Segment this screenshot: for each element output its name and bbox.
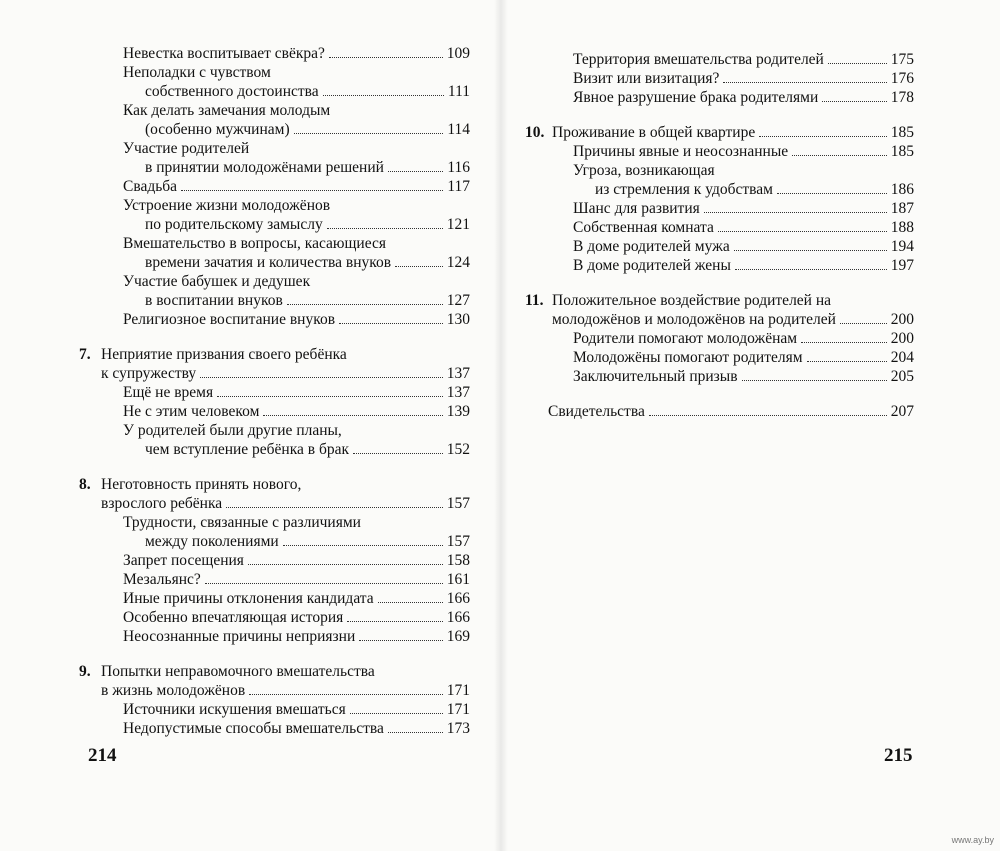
toc-entry[interactable]: [500, 256, 1000, 275]
toc-entry[interactable]: [500, 161, 1000, 199]
entry-title: Визит или визитация?: [573, 70, 720, 87]
entry-title: Явное разрушение брака родителями: [573, 89, 819, 106]
dot-leader: [181, 190, 443, 191]
toc-chapter[interactable]: [500, 291, 1000, 329]
dot-leader: [828, 63, 887, 64]
entry-title: Свидетельства: [548, 403, 645, 420]
toc-entry[interactable]: [0, 310, 500, 329]
section-gap: [500, 275, 1000, 291]
toc-entry[interactable]: [500, 367, 1000, 386]
entry-title: молодожёнов и молодожёнов на родителей: [552, 311, 836, 328]
entry-title: Проживание в общей квартире: [552, 124, 756, 141]
entry-title: к супружеству: [101, 365, 197, 382]
entry-page-number: 175: [890, 51, 914, 68]
entry-title: Неосознанные причины неприязни: [123, 628, 356, 645]
toc-entry[interactable]: [0, 101, 500, 139]
entry-title-line: Угроза, возникающая: [573, 162, 715, 179]
toc-entry[interactable]: [0, 589, 500, 608]
dot-leader: [759, 136, 887, 137]
dot-leader: [249, 694, 443, 695]
page-number-right: 215: [884, 745, 913, 766]
chapter-number: 9.: [79, 663, 91, 680]
toc-entry[interactable]: [0, 700, 500, 719]
entry-title-line: Как делать замечания молодым: [123, 102, 331, 119]
entry-title: Особенно впечатляющая история: [123, 609, 344, 626]
entry-page-number: 161: [446, 571, 470, 588]
entry-page-number: 207: [890, 403, 914, 420]
entry-title-line: Устроение жизни молодожёнов: [123, 197, 331, 214]
entry-page-number: 169: [446, 628, 470, 645]
entry-title-line: Участие бабушек и дедушек: [123, 273, 311, 290]
dot-leader: [718, 231, 887, 232]
entry-page-number: 186: [890, 181, 914, 198]
toc-entry[interactable]: [0, 63, 500, 101]
dot-leader: [327, 228, 443, 229]
entry-title-line: Неприятие призвания своего ребёнка: [101, 346, 347, 363]
entry-page-number: 204: [890, 349, 914, 366]
dot-leader: [777, 193, 887, 194]
toc-chapter[interactable]: [0, 475, 500, 513]
dot-leader: [287, 304, 443, 305]
dot-leader: [840, 323, 887, 324]
entry-title-line: Вмешательство в вопросы, касающиеся: [123, 235, 386, 252]
dot-leader: [388, 171, 443, 172]
entry-title: Родители помогают молодожёнам: [573, 330, 798, 347]
toc-entry[interactable]: [0, 196, 500, 234]
section-gap: [0, 646, 500, 662]
toc-entry[interactable]: [0, 272, 500, 310]
entry-title: Ещё не время: [123, 384, 214, 401]
dot-leader: [792, 155, 887, 156]
dot-leader: [359, 640, 442, 641]
toc-entry[interactable]: [500, 218, 1000, 237]
toc-entry[interactable]: [500, 88, 1000, 107]
chapter-number: 10.: [525, 124, 545, 141]
dot-leader: [339, 323, 443, 324]
entry-title: в воспитании внуков: [145, 292, 283, 309]
entry-title: В доме родителей мужа: [573, 238, 730, 255]
dot-leader: [735, 269, 887, 270]
entry-page-number: 173: [446, 720, 470, 737]
toc-entry[interactable]: [500, 237, 1000, 256]
entry-page-number: 111: [447, 83, 470, 100]
entry-page-number: 137: [446, 365, 470, 382]
dot-leader: [329, 57, 443, 58]
dot-leader: [742, 380, 887, 381]
entry-page-number: 166: [446, 609, 470, 626]
table-of-contents-left: [0, 44, 500, 738]
entry-title: Шанс для развития: [573, 200, 700, 217]
entry-page-number: 200: [890, 311, 914, 328]
dot-leader: [248, 564, 443, 565]
dot-leader: [723, 82, 886, 83]
entry-title: Свадьба: [123, 178, 178, 195]
entry-page-number: 187: [890, 200, 914, 217]
table-of-contents-right: [500, 50, 1000, 421]
entry-page-number: 188: [890, 219, 914, 236]
chapter-number: 8.: [79, 476, 91, 493]
dot-leader: [283, 545, 443, 546]
toc-entry[interactable]: [0, 421, 500, 459]
section-gap: [0, 329, 500, 345]
entry-title: в жизнь молодожёнов: [101, 682, 246, 699]
entry-title: Недопустимые способы вмешательства: [123, 720, 384, 737]
entry-page-number: 130: [446, 311, 470, 328]
entry-page-number: 185: [890, 124, 914, 141]
entry-page-number: 124: [446, 254, 470, 271]
entry-title: Запрет посещения: [123, 552, 244, 569]
entry-page-number: 185: [890, 143, 914, 160]
entry-page-number: 197: [890, 257, 914, 274]
entry-page-number: 178: [890, 89, 914, 106]
toc-entry[interactable]: [0, 551, 500, 570]
dot-leader: [649, 415, 887, 416]
entry-title: по родительскому замыслу: [145, 216, 323, 233]
entry-title: Источники искушения вмешаться: [123, 701, 346, 718]
entry-title: Не с этим человеком: [123, 403, 260, 420]
dot-leader: [226, 507, 443, 508]
entry-title: в принятии молодожёнами решений: [145, 159, 384, 176]
entry-page-number: 137: [446, 384, 470, 401]
dot-leader: [205, 583, 443, 584]
entry-page-number: 116: [447, 159, 470, 176]
dot-leader: [200, 377, 443, 378]
entry-title: Причины явные и неосознанные: [573, 143, 789, 160]
section-gap: [0, 459, 500, 475]
watermark: www.ay.by: [951, 835, 994, 845]
entry-page-number: 157: [446, 495, 470, 512]
dot-leader: [350, 713, 443, 714]
toc-entry[interactable]: [500, 402, 1000, 421]
entry-page-number: 194: [890, 238, 914, 255]
entry-title: из стремления к удобствам: [595, 181, 773, 198]
dot-leader: [217, 396, 443, 397]
entry-title-line: У родителей были другие планы,: [123, 422, 342, 439]
entry-page-number: 166: [446, 590, 470, 607]
toc-entry[interactable]: [500, 142, 1000, 161]
entry-title: (особенно мужчинам): [145, 121, 290, 138]
entry-page-number: 139: [446, 403, 470, 420]
toc-entry[interactable]: [0, 570, 500, 589]
entry-title: Мезальянс?: [123, 571, 201, 588]
entry-title: Молодожёны помогают родителям: [573, 349, 803, 366]
entry-title-line: Неготовность принять нового,: [101, 476, 302, 493]
entry-title: В доме родителей жены: [573, 257, 731, 274]
toc-entry[interactable]: [0, 234, 500, 272]
entry-page-number: 117: [447, 178, 470, 195]
dot-leader: [734, 250, 887, 251]
toc-entry[interactable]: [0, 383, 500, 402]
right-page: [500, 0, 1000, 851]
entry-page-number: 171: [446, 701, 470, 718]
toc-entry[interactable]: [0, 627, 500, 646]
entry-page-number: 158: [446, 552, 470, 569]
dot-leader: [388, 732, 443, 733]
toc-entry[interactable]: [500, 50, 1000, 69]
entry-page-number: 127: [446, 292, 470, 309]
toc-entry[interactable]: [500, 348, 1000, 367]
toc-entry[interactable]: [500, 329, 1000, 348]
entry-page-number: 200: [890, 330, 914, 347]
toc-entry[interactable]: [0, 402, 500, 421]
dot-leader: [378, 602, 443, 603]
section-gap: [500, 107, 1000, 123]
toc-entry[interactable]: [0, 139, 500, 177]
toc-entry[interactable]: [0, 719, 500, 738]
chapter-number: 11.: [525, 292, 544, 309]
dot-leader: [294, 133, 444, 134]
entry-page-number: 109: [446, 45, 470, 62]
entry-page-number: 205: [890, 368, 914, 385]
toc-chapter[interactable]: [0, 345, 500, 383]
toc-entry[interactable]: [0, 177, 500, 196]
toc-entry[interactable]: [0, 44, 500, 63]
entry-title-line: Попытки неправомочного вмешательства: [101, 663, 375, 680]
dot-leader: [323, 95, 444, 96]
section-gap: [500, 386, 1000, 402]
entry-title: времени зачатия и количества внуков: [145, 254, 392, 271]
dot-leader: [263, 415, 442, 416]
entry-title: Невестка воспитывает свёкра?: [123, 45, 325, 62]
dot-leader: [347, 621, 442, 622]
entry-title: Территория вмешательства родителей: [573, 51, 824, 68]
dot-leader: [801, 342, 887, 343]
entry-title: собственного достоинства: [145, 83, 319, 100]
dot-leader: [807, 361, 887, 362]
toc-entry[interactable]: [0, 608, 500, 627]
entry-title-line: Участие родителей: [123, 140, 250, 157]
entry-title: Религиозное воспитание внуков: [123, 311, 336, 328]
toc-chapter[interactable]: [500, 123, 1000, 142]
entry-title-line: Трудности, связанные с различиями: [123, 514, 361, 531]
toc-chapter[interactable]: [0, 662, 500, 700]
chapter-number: 7.: [79, 346, 91, 363]
entry-title: Заключительный призыв: [573, 368, 738, 385]
entry-title-line: Положительное воздействие родителей на: [552, 292, 832, 309]
entry-title: между поколениями: [145, 533, 279, 550]
entry-title: чем вступление ребёнка в брак: [145, 441, 350, 458]
toc-entry[interactable]: [0, 513, 500, 551]
page-number-left: 214: [88, 745, 117, 766]
entry-page-number: 114: [447, 121, 470, 138]
entry-page-number: 121: [446, 216, 470, 233]
entry-title-line: Неполадки с чувством: [123, 64, 271, 81]
dot-leader: [395, 266, 443, 267]
dot-leader: [822, 101, 886, 102]
entry-page-number: 152: [446, 441, 470, 458]
entry-page-number: 157: [446, 533, 470, 550]
entry-page-number: 171: [446, 682, 470, 699]
entry-title: Собственная комната: [573, 219, 714, 236]
toc-entry[interactable]: [500, 69, 1000, 88]
entry-title: Иные причины отклонения кандидата: [123, 590, 374, 607]
dot-leader: [353, 453, 443, 454]
toc-entry[interactable]: [500, 199, 1000, 218]
entry-title: взрослого ребёнка: [101, 495, 223, 512]
entry-page-number: 176: [890, 70, 914, 87]
dot-leader: [704, 212, 887, 213]
